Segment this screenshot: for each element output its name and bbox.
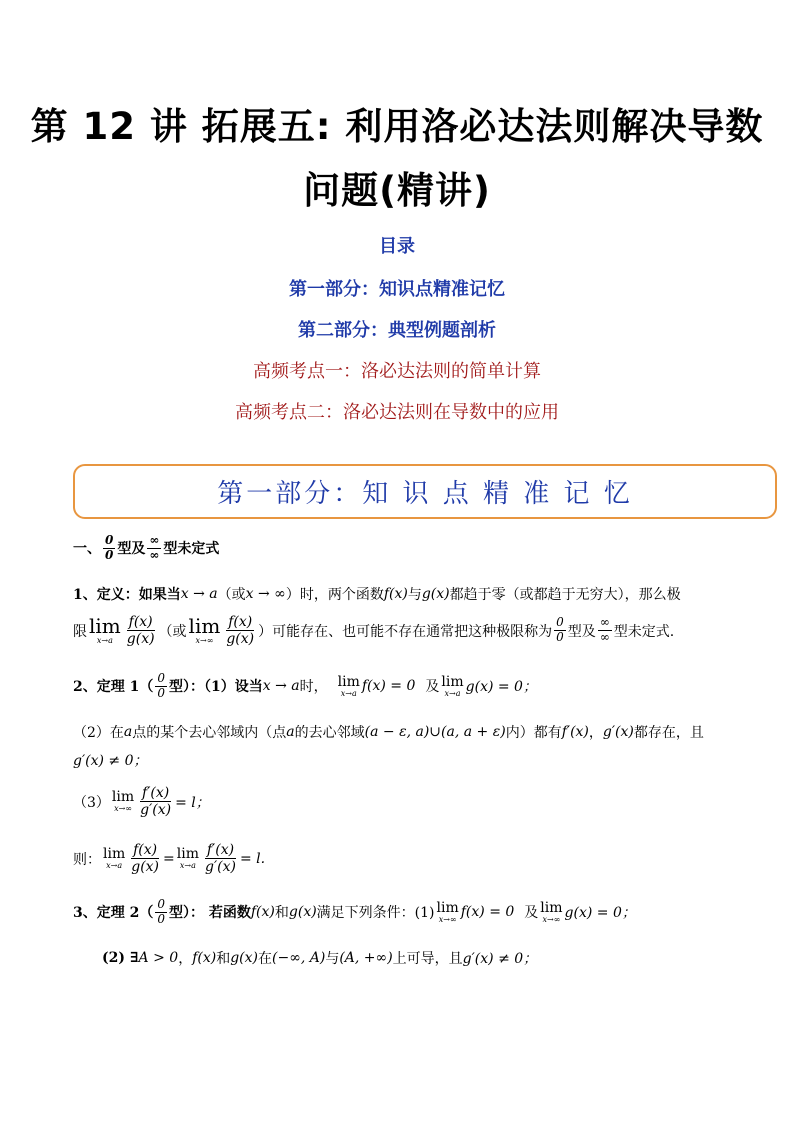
theorem1-line1: [73, 672, 537, 701]
theorem1-condition2-cont: [73, 750, 148, 770]
frac-zero-zero: $\frac{0}{0}$: [556, 615, 564, 645]
text: ，: [178, 951, 193, 967]
math-interval-left: (−∞, A): [272, 950, 326, 966]
math-a-positive: A > 0: [138, 950, 179, 966]
text: ）时，两个函数: [285, 587, 384, 603]
theorem1-conclusion: [73, 842, 265, 875]
math-x-to-a: x → a: [180, 586, 218, 602]
frac-zero-zero: $\frac{0}{0}$: [157, 897, 165, 926]
theorem2-condition2: [102, 948, 537, 968]
math-gx-zero: g(x) = 0；: [465, 679, 537, 696]
text: 则：: [73, 851, 101, 868]
text: 和: [216, 951, 231, 967]
math-fx: f(x): [250, 904, 275, 921]
text: 在: [258, 951, 272, 967]
heading-prefix: 一、: [73, 541, 101, 558]
math-gx: g(x): [230, 950, 258, 966]
text: 限: [73, 623, 87, 640]
theorem1-condition2: [73, 722, 704, 742]
lim-x-to-a: lim x→a: [337, 673, 360, 698]
theorem1-condition3: [73, 785, 210, 818]
theorem2-label: 3、定理 2（: [73, 905, 154, 922]
text: 型）： 若函数: [169, 905, 251, 922]
text: 上可导，且: [392, 951, 463, 967]
text: 型）：（1）设当: [169, 679, 263, 696]
toc-part1[interactable]: 第一部分：知识点精准记忆: [289, 279, 505, 300]
math-gx-zero: g(x) = 0；: [564, 905, 636, 922]
math-fx: f(x): [383, 586, 408, 602]
heading-type1: 型及: [117, 541, 146, 558]
lim-x-to-inf: lim x→∞: [540, 899, 563, 924]
theorem2-line1: [73, 898, 636, 927]
text: 型未定式.: [613, 623, 675, 640]
text: 都存在，且: [633, 725, 704, 741]
heading-type2: 型未定式: [163, 541, 220, 558]
text: 和: [274, 905, 289, 922]
text: 时，: [299, 679, 328, 696]
text: (2) ∃: [102, 950, 139, 966]
math-gpx-nonzero: g′(x) ≠ 0；: [462, 951, 538, 967]
heading-indeterminate-forms: [73, 534, 219, 563]
toc-part2[interactable]: 第二部分：典型例题剖析: [298, 320, 496, 341]
toc-point1[interactable]: 高频考点一：洛必达法则的简单计算: [253, 361, 541, 382]
lim-x-to-inf: lim x→∞: [188, 613, 221, 645]
math-gx: g(x): [421, 586, 450, 602]
definition-line1: [73, 584, 681, 604]
frac-f-over-g: $\frac{f(x)}{g(x)}$: [126, 614, 155, 648]
frac-inf-inf: $\frac{\infty}{\infty}$: [599, 615, 610, 645]
frac-zero-zero: $\frac{0}{0}$: [157, 671, 165, 700]
text: 型及: [567, 623, 596, 640]
text: 及: [425, 679, 440, 696]
text: 点的某个去心邻域内（点: [132, 725, 287, 741]
math-a: a: [286, 724, 295, 740]
lim-x-to-a: lim x→a: [103, 845, 126, 870]
page-title-line2: 问题(精讲): [303, 169, 491, 212]
frac-zero-zero: $\frac{0}{0}$: [105, 533, 114, 562]
text: 满足下列条件：(1): [316, 905, 435, 922]
text: 与: [407, 587, 422, 603]
math-eq-l: = l.: [239, 850, 266, 867]
lim-x-to-a: lim x→a: [441, 673, 464, 698]
math-fpx: f′(x): [561, 724, 589, 740]
math-a: a: [123, 724, 133, 740]
text: ）可能存在、也可能不存在通常把这种极限称为: [258, 623, 553, 640]
theorem1-label: 2、定理 1（: [73, 679, 154, 696]
text: （或: [217, 587, 246, 603]
lim-x-to-inf: lim x→∞: [111, 788, 135, 813]
section-title: 第一部分：知 识 点 精 准 记 忆: [217, 479, 633, 509]
toc-heading: 目录: [379, 236, 415, 257]
text: =: [163, 850, 175, 867]
section-box: [73, 464, 777, 519]
definition-label: 1、定义：如果当: [73, 587, 181, 603]
math-gpx: g′(x): [602, 724, 634, 740]
lim-x-to-a: lim x→a: [176, 845, 199, 870]
text: （3）: [73, 794, 110, 811]
text: 内）都有: [505, 725, 562, 741]
text: （或: [158, 623, 187, 640]
lim-x-to-inf: lim x→∞: [436, 899, 459, 924]
frac-f-over-g: $\frac{f(x)}{g(x)}$: [226, 614, 255, 648]
math-fx: f(x): [192, 950, 217, 966]
math-interval-right: (A, +∞): [339, 950, 393, 966]
text: 及: [524, 905, 539, 922]
math-eq-l: = l；: [175, 794, 210, 811]
frac-inf-inf: $\frac{\infty}{\infty}$: [149, 533, 160, 562]
math-neighborhood: (a − ε, a)∪(a, a + ε): [364, 724, 506, 740]
text: 的去心邻域: [294, 725, 365, 741]
frac-fp-over-gp: $\frac{f'(x)}{g'(x)}$: [204, 842, 236, 876]
text: 都趋于零（或都趋于无穷大），那么极: [449, 587, 681, 603]
text: ，: [588, 725, 603, 741]
math-gx: g(x): [288, 904, 317, 921]
math-fx-zero: f(x) = 0: [361, 678, 416, 695]
text: （2）在: [73, 725, 124, 741]
page-title-line1: 第 12 讲 拓展五: 利用洛必达法则解决导数: [30, 105, 764, 148]
toc-point2[interactable]: 高频考点二：洛必达法则在导数中的应用: [235, 402, 559, 423]
math-fx-zero: f(x) = 0: [460, 904, 515, 921]
frac-f-over-g: $\frac{f(x)}{g(x)}$: [131, 842, 160, 876]
math-gpx-nonzero: g′(x) ≠ 0；: [73, 753, 148, 769]
frac-fp-over-gp: $\frac{f'(x)}{g'(x)}$: [140, 785, 172, 819]
math-x-to-a: x → a: [262, 678, 300, 695]
text: 与: [325, 951, 340, 967]
lim-x-to-a: lim x→a: [89, 613, 121, 645]
math-x-to-inf: x → ∞: [245, 586, 286, 602]
definition-line2: [73, 614, 674, 647]
